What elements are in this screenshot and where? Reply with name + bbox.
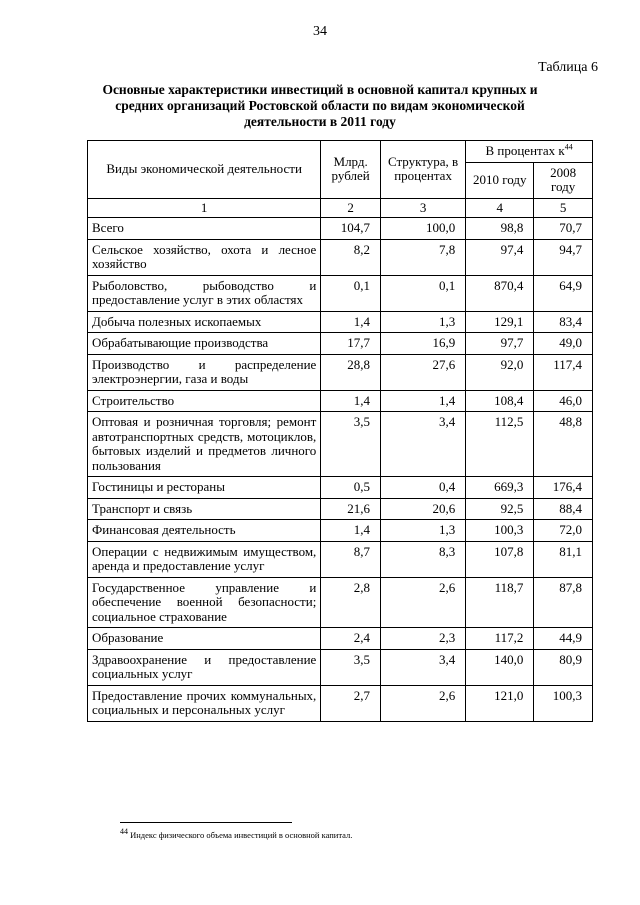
row-structure-cell: 2,6 (380, 685, 465, 721)
row-name-cell: Оптовая и розничная торговля; ремонт автотранспортных средств, мотоциклов, бытовых изделий и предметов личного пользования (88, 412, 321, 477)
row-name-cell: Обрабатывающие производства (88, 333, 321, 355)
page-number: 34 (313, 24, 327, 39)
row-percent-2010-cell: 108,4 (466, 390, 534, 412)
header-row (88, 141, 593, 163)
row-name-cell: Здравоохранение и предоставление социальных услуг (88, 649, 321, 685)
table-row (88, 477, 593, 499)
footnote-divider (120, 822, 292, 823)
table-row (88, 333, 593, 355)
row-percent-2010-cell: 870,4 (466, 275, 534, 311)
row-structure-cell: 0,4 (380, 477, 465, 499)
row-billion-rub-cell: 104,7 (321, 218, 381, 240)
table-row (88, 354, 593, 390)
row-structure-cell: 1,3 (380, 311, 465, 333)
row-name-cell: Финансовая деятельность (88, 520, 321, 542)
row-billion-rub-cell: 1,4 (321, 311, 381, 333)
row-billion-rub-cell: 0,5 (321, 477, 381, 499)
table-row (88, 311, 593, 333)
row-name-cell: Строительство (88, 390, 321, 412)
row-billion-rub-cell: 3,5 (321, 412, 381, 477)
row-percent-2008-cell: 94,7 (534, 239, 593, 275)
table-body (88, 218, 593, 722)
header-percent-to (466, 141, 593, 163)
column-number: 5 (534, 198, 593, 218)
row-percent-2008-cell: 87,8 (534, 577, 593, 628)
row-name-cell: Всего (88, 218, 321, 240)
table-row (88, 390, 593, 412)
header-structure: Структура, в процентах (380, 141, 465, 199)
row-structure-cell: 7,8 (380, 239, 465, 275)
row-percent-2008-cell: 48,8 (534, 412, 593, 477)
row-percent-2008-cell: 64,9 (534, 275, 593, 311)
row-percent-2010-cell: 98,8 (466, 218, 534, 240)
row-billion-rub-cell: 28,8 (321, 354, 381, 390)
row-percent-2008-cell: 70,7 (534, 218, 593, 240)
row-percent-2010-cell: 97,4 (466, 239, 534, 275)
row-percent-2008-cell: 100,3 (534, 685, 593, 721)
row-structure-cell: 100,0 (380, 218, 465, 240)
row-percent-2010-cell: 100,3 (466, 520, 534, 542)
row-percent-2010-cell: 92,0 (466, 354, 534, 390)
row-percent-2010-cell: 118,7 (466, 577, 534, 628)
row-percent-2010-cell: 140,0 (466, 649, 534, 685)
row-name-cell: Гостиницы и рестораны (88, 477, 321, 499)
row-percent-2010-cell: 107,8 (466, 541, 534, 577)
table-row (88, 239, 593, 275)
header-2010: 2010 году (466, 162, 534, 198)
row-structure-cell: 8,3 (380, 541, 465, 577)
row-billion-rub-cell: 2,4 (321, 628, 381, 650)
table-row (88, 577, 593, 628)
row-name-cell: Предоставление прочих коммунальных, социальных и персональных услуг (88, 685, 321, 721)
column-number: 4 (466, 198, 534, 218)
row-percent-2010-cell: 97,7 (466, 333, 534, 355)
row-percent-2010-cell: 669,3 (466, 477, 534, 499)
row-percent-2008-cell: 83,4 (534, 311, 593, 333)
row-percent-2010-cell: 129,1 (466, 311, 534, 333)
investment-table (87, 140, 593, 722)
row-percent-2008-cell: 44,9 (534, 628, 593, 650)
row-percent-2010-cell: 112,5 (466, 412, 534, 477)
row-percent-2008-cell: 49,0 (534, 333, 593, 355)
row-percent-2008-cell: 81,1 (534, 541, 593, 577)
row-percent-2010-cell: 121,0 (466, 685, 534, 721)
column-number: 1 (88, 198, 321, 218)
row-structure-cell: 1,3 (380, 520, 465, 542)
row-billion-rub-cell: 8,7 (321, 541, 381, 577)
column-number: 3 (380, 198, 465, 218)
row-structure-cell: 2,6 (380, 577, 465, 628)
row-billion-rub-cell: 1,4 (321, 390, 381, 412)
row-percent-2010-cell: 92,5 (466, 498, 534, 520)
row-name-cell: Операции с недвижимым имуществом, аренда и предоставление услуг (88, 541, 321, 577)
row-structure-cell: 20,6 (380, 498, 465, 520)
column-number: 2 (321, 198, 381, 218)
table-row (88, 628, 593, 650)
row-billion-rub-cell: 2,8 (321, 577, 381, 628)
column-number-row (88, 198, 593, 218)
row-billion-rub-cell: 8,2 (321, 239, 381, 275)
row-percent-2008-cell: 46,0 (534, 390, 593, 412)
row-name-cell: Образование (88, 628, 321, 650)
row-name-cell: Транспорт и связь (88, 498, 321, 520)
row-percent-2008-cell: 117,4 (534, 354, 593, 390)
table-row (88, 218, 593, 240)
footnote-text: Индекс физического объема инвестиций в основной капитал. (130, 830, 353, 840)
footnote-mark: 44 (120, 827, 128, 837)
row-percent-2008-cell: 88,4 (534, 498, 593, 520)
row-structure-cell: 3,4 (380, 649, 465, 685)
row-billion-rub-cell: 2,7 (321, 685, 381, 721)
table-row (88, 649, 593, 685)
row-percent-2008-cell: 80,9 (534, 649, 593, 685)
header-2008: 2008 году (534, 162, 593, 198)
row-name-cell: Сельское хозяйство, охота и лесное хозяйство (88, 239, 321, 275)
header-billion-rub: Млрд. рублей (321, 141, 381, 199)
footnote (120, 827, 353, 840)
row-structure-cell: 27,6 (380, 354, 465, 390)
row-structure-cell: 0,1 (380, 275, 465, 311)
table-row (88, 275, 593, 311)
row-percent-2008-cell: 72,0 (534, 520, 593, 542)
row-name-cell: Производство и распределение электроэнергии, газа и воды (88, 354, 321, 390)
table-label: Таблица 6 (538, 60, 598, 75)
row-structure-cell: 16,9 (380, 333, 465, 355)
row-structure-cell: 2,3 (380, 628, 465, 650)
table-row (88, 520, 593, 542)
row-structure-cell: 3,4 (380, 412, 465, 477)
table-row (88, 541, 593, 577)
header-percent-to-label: В процентах к (485, 143, 565, 158)
row-name-cell: Добыча полезных ископаемых (88, 311, 321, 333)
row-billion-rub-cell: 3,5 (321, 649, 381, 685)
table-row (88, 412, 593, 477)
header-activity: Виды экономической деятельности (88, 141, 321, 199)
row-structure-cell: 1,4 (380, 390, 465, 412)
table-row (88, 685, 593, 721)
table-row (88, 498, 593, 520)
row-billion-rub-cell: 1,4 (321, 520, 381, 542)
row-billion-rub-cell: 21,6 (321, 498, 381, 520)
row-name-cell: Рыболовство, рыбоводство и предоставление услуг в этих областях (88, 275, 321, 311)
table-title: Основные характеристики инвестиций в основной капитал крупных и средних организаций Ростовской области по видам экономической деятельности в 2011 году (102, 82, 538, 129)
row-billion-rub-cell: 17,7 (321, 333, 381, 355)
footnote-reference: 44 (564, 142, 573, 152)
row-percent-2010-cell: 117,2 (466, 628, 534, 650)
row-billion-rub-cell: 0,1 (321, 275, 381, 311)
row-percent-2008-cell: 176,4 (534, 477, 593, 499)
row-name-cell: Государственное управление и обеспечение военной безопасности; социальное страхование (88, 577, 321, 628)
